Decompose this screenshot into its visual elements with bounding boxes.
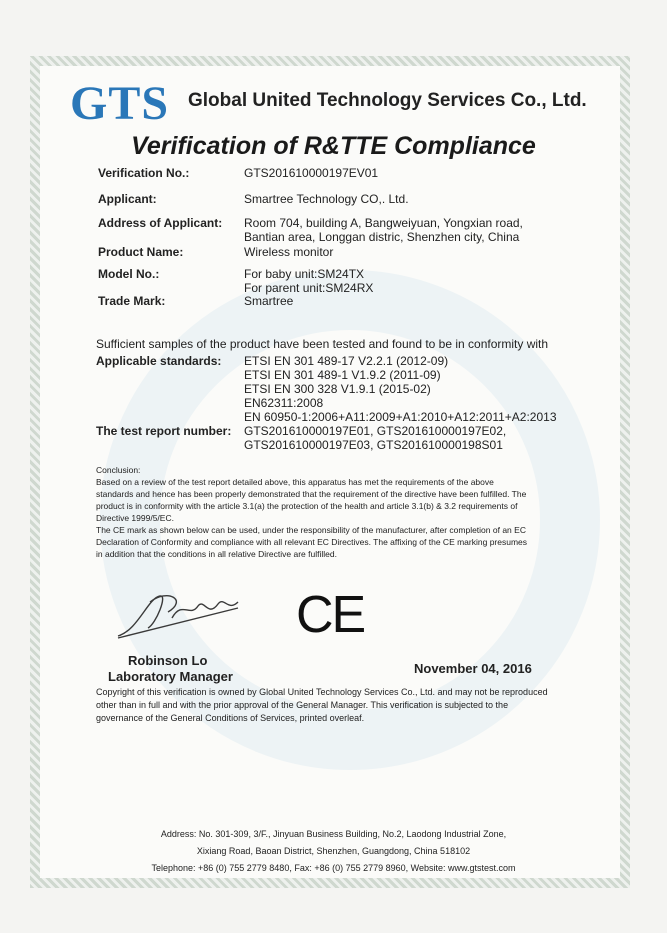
footer-line: Address: No. 301-309, 3/F., Jinyuan Business Building, No.2, Laodong Industrial Zone, xyxy=(160,829,507,839)
model-line: For baby unit:SM24TX xyxy=(244,267,365,281)
address-value xyxy=(244,216,523,244)
trade-mark-value: Smartree xyxy=(244,294,294,308)
footer-address xyxy=(0,826,667,877)
ce-mark-icon: CE xyxy=(296,586,365,644)
applicant-label: Applicant: xyxy=(98,192,157,206)
model-no-value xyxy=(244,267,373,295)
signatory-name: Robinson Lo xyxy=(128,653,208,668)
product-name-value: Wireless monitor xyxy=(244,245,334,259)
test-report-line: GTS201610000197E03, GTS201610000198S01 xyxy=(244,438,503,452)
address-line: Room 704, building A, Bangweiyuan, Yongxian road, xyxy=(244,216,523,230)
model-no-label: Model No.: xyxy=(98,267,160,281)
trade-mark-label: Trade Mark: xyxy=(98,294,166,308)
conclusion-line: Based on a review of the test report detailed above, this apparatus has met the requirements of the above xyxy=(96,477,494,487)
test-report-label: The test report number: xyxy=(96,424,232,438)
standards-label: Applicable standards: xyxy=(96,354,222,368)
standard-item: EN62311:2008 xyxy=(244,396,324,410)
copyright-line: governance of the General Conditions of Services, printed overleaf. xyxy=(96,713,365,723)
verification-no-value: GTS201610000197EV01 xyxy=(244,166,379,180)
applicant-value: Smartree Technology CO,. Ltd. xyxy=(244,192,409,206)
copyright-notice xyxy=(96,686,548,725)
conclusion-line: standards and hence has been properly demonstrated that the requirement of the directive have been fulfilled. The xyxy=(96,489,527,499)
gts-logo: GTS xyxy=(70,77,170,130)
conclusion-line: product is in conformity with the article 3.1(a) the protection of the health and article 3.1(b) & 3.2 requirements of xyxy=(96,501,518,511)
standard-item: EN 60950-1:2006+A11:2009+A1:2010+A12:2011+A2:2013 xyxy=(244,410,557,424)
conclusion-heading: Conclusion: xyxy=(96,465,141,475)
company-name: Global United Technology Services Co., Ltd. xyxy=(188,90,587,111)
conclusion-section xyxy=(96,464,527,560)
conclusion-line: Directive 1999/5/EC. xyxy=(96,513,174,523)
copyright-line: Copyright of this verification is owned by Global United Technology Services Co., Ltd. and may not be reproduced xyxy=(96,687,548,697)
signatory-title: Laboratory Manager xyxy=(108,669,233,684)
conclusion-line: Declaration of Conformity and compliance with all relevant EC Directives. The affixing of the CE marking presumes xyxy=(96,537,528,547)
standard-item: ETSI EN 301 489-17 V2.2.1 (2012-09) xyxy=(244,354,449,368)
copyright-line: other than in full and with the prior approval of the General Manager. This verification is subjected to the xyxy=(96,700,509,710)
address-label: Address of Applicant: xyxy=(98,216,223,230)
test-report-value xyxy=(244,424,506,452)
conclusion-line: The CE mark as shown below can be used, under the responsibility of the manufacturer, after completion of an EC xyxy=(96,525,526,535)
verification-no-label: Verification No.: xyxy=(98,166,190,180)
signature-mark xyxy=(108,578,258,648)
conclusion-line: in addition that the conditions in all relative Directive are fulfilled. xyxy=(96,549,337,559)
footer-line: Telephone: +86 (0) 755 2779 8480, Fax: +86 (0) 755 2779 8960, Website: www.gtstest.com xyxy=(151,863,516,873)
standard-item: ETSI EN 301 489-1 V1.9.2 (2011-09) xyxy=(244,368,441,382)
standard-item: ETSI EN 300 328 V1.9.1 (2015-02) xyxy=(244,382,431,396)
page-title: Verification of R&TTE Compliance xyxy=(131,132,536,160)
address-line: Bantian area, Longgan distric, Shenzhen city, China xyxy=(244,230,520,244)
standards-list xyxy=(244,354,557,424)
footer-line: Xixiang Road, Baoan District, Shenzhen, Guangdong, China 518102 xyxy=(196,846,471,856)
conformity-statement: Sufficient samples of the product have been tested and found to be in conformity with xyxy=(96,337,549,351)
test-report-line: GTS201610000197E01, GTS201610000197E02, xyxy=(244,424,507,438)
product-name-label: Product Name: xyxy=(98,245,184,259)
model-line: For parent unit:SM24RX xyxy=(244,281,374,295)
issue-date: November 04, 2016 xyxy=(414,661,532,676)
